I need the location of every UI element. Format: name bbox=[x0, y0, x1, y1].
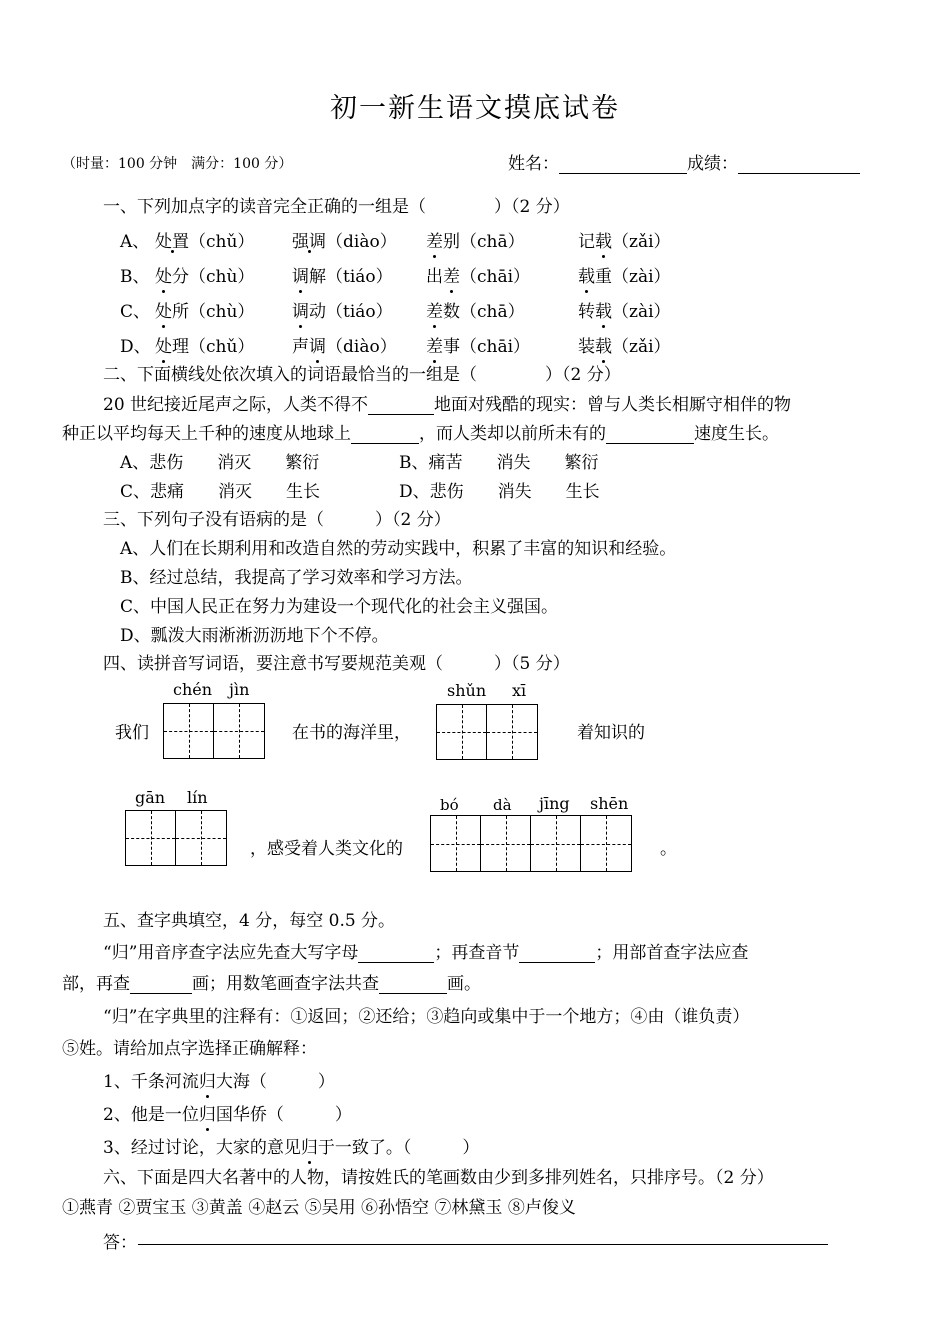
q5-sentence-1 bbox=[103, 1067, 335, 1092]
q5-definitions-cont: ⑤姓。请给加点字选择正确解释： bbox=[62, 1039, 317, 1059]
writing-cell[interactable] bbox=[487, 705, 537, 759]
name-field[interactable] bbox=[508, 149, 860, 174]
q5-blank-syllable[interactable] bbox=[519, 944, 595, 963]
dotted-char: 载 bbox=[595, 227, 612, 252]
writing-cell[interactable] bbox=[581, 816, 631, 871]
q6-answer-line[interactable] bbox=[138, 1244, 828, 1245]
writing-grid-shunxi[interactable] bbox=[436, 704, 538, 760]
q4-text: 。 bbox=[660, 839, 677, 859]
q5-text: 2、他是一位 bbox=[103, 1105, 199, 1125]
score-label: 成绩： bbox=[687, 154, 738, 174]
q2-blank-1[interactable] bbox=[368, 396, 434, 415]
q1-option-label: C、 bbox=[120, 302, 151, 322]
pinyin-label: jīng bbox=[539, 794, 570, 813]
word-text: （zǎi） bbox=[612, 337, 671, 357]
q1-word bbox=[155, 227, 254, 252]
word-text: 出 bbox=[426, 267, 443, 287]
pinyin-label: shǔn bbox=[447, 681, 487, 700]
q1-word bbox=[578, 332, 671, 357]
q5-definitions: “归”在字典里的注释有：①返回；②还给；③趋向或集中于一个地方；④由（谁负责） bbox=[103, 1007, 750, 1027]
pinyin-label: chén bbox=[173, 680, 213, 699]
q4-text: ，感受着人类文化的 bbox=[250, 839, 403, 859]
pinyin-label: jìn bbox=[229, 680, 250, 699]
word-text: 转 bbox=[578, 302, 595, 322]
word-text: 处 bbox=[155, 232, 172, 252]
q2-blank-2[interactable] bbox=[351, 425, 419, 444]
q6-names: ①燕青 ②贾宝玉 ③黄盖 ④赵云 ⑤吴用 ⑥孙悟空 ⑦林黛玉 ⑧卢俊义 bbox=[62, 1198, 576, 1218]
page-title: 初一新生语文摸底试卷 bbox=[330, 93, 620, 124]
q2-option-b: B、痛苦 消失 繁衍 bbox=[399, 453, 599, 473]
q1-word bbox=[578, 262, 671, 287]
word-text: 调（diào） bbox=[309, 232, 397, 252]
dotted-char: 归 bbox=[301, 1133, 318, 1158]
pinyin-label: dà bbox=[493, 796, 512, 814]
word-text: 事（chāi） bbox=[443, 337, 531, 357]
word-text: 强 bbox=[292, 232, 309, 252]
q5-text: 1、千条河流 bbox=[103, 1072, 199, 1092]
writing-grid-chenjin[interactable] bbox=[163, 703, 265, 759]
q1-word bbox=[426, 227, 525, 252]
q5-blank-strokes[interactable] bbox=[130, 975, 192, 994]
name-blank[interactable] bbox=[559, 155, 687, 174]
dotted-char: 差 bbox=[426, 297, 443, 322]
q3-stem: 三、下列句子没有语病的是（ ）（2 分） bbox=[103, 510, 451, 530]
q1-word bbox=[426, 297, 525, 322]
dotted-char: 调 bbox=[309, 332, 326, 357]
word-text: 重（zài） bbox=[595, 267, 671, 287]
q6-answer-label: 答： bbox=[103, 1233, 137, 1253]
q1-option-label: B、 bbox=[120, 267, 150, 287]
writing-cell[interactable] bbox=[126, 811, 176, 865]
name-label: 姓名： bbox=[508, 154, 559, 174]
q5-text: 3、经过讨论，大家的意见 bbox=[103, 1138, 301, 1158]
dotted-char: 差 bbox=[426, 332, 443, 357]
q4-text: 我们 bbox=[115, 723, 149, 743]
dotted-char: 载 bbox=[578, 262, 595, 287]
q4-stem: 四、读拼音写词语，要注意书写要规范美观（ ）（5 分） bbox=[103, 654, 570, 674]
writing-cell[interactable] bbox=[531, 816, 581, 871]
q1-word bbox=[426, 332, 530, 357]
q2-option-d: D、悲伤 消失 生长 bbox=[399, 482, 600, 502]
writing-cell[interactable] bbox=[214, 704, 264, 758]
word-text: 别（chā） bbox=[443, 232, 525, 252]
q2-stem: 二、下面横线处依次填入的词语最恰当的一组是（ ）（2 分） bbox=[103, 365, 621, 385]
writing-cell[interactable] bbox=[164, 704, 214, 758]
q6-stem: 六、下面是四大名著中的人物，请按姓氏的笔画数由少到多排列姓名，只排序号。（2 分） bbox=[103, 1168, 774, 1188]
dotted-char: 调 bbox=[292, 262, 309, 287]
q5-line2 bbox=[62, 969, 481, 994]
time-info: （时量：100 分钟 满分：100 分） bbox=[62, 156, 293, 172]
q5-text: “归”用音序查字法应先查大写字母 bbox=[103, 943, 359, 963]
word-text: 记 bbox=[578, 232, 595, 252]
dotted-char: 差 bbox=[426, 227, 443, 252]
q1-word bbox=[155, 297, 254, 322]
q2-passage-line1 bbox=[103, 390, 791, 415]
word-text: （zài） bbox=[612, 302, 671, 322]
pinyin-label: shēn bbox=[590, 794, 629, 813]
word-text: （chāi） bbox=[460, 267, 531, 287]
dotted-char: 载 bbox=[595, 332, 612, 357]
q1-word bbox=[155, 262, 254, 287]
q1-word bbox=[578, 227, 671, 252]
q1-option-label: A、 bbox=[120, 232, 150, 252]
word-text: 分（chù） bbox=[172, 267, 255, 287]
dotted-char: 处 bbox=[155, 332, 172, 357]
q1-word bbox=[292, 227, 397, 252]
word-text: 动（tiáo） bbox=[309, 302, 393, 322]
dotted-char: 归 bbox=[199, 1067, 216, 1092]
pinyin-label: xī bbox=[512, 681, 527, 700]
word-text: 声 bbox=[292, 337, 309, 357]
dotted-char: 载 bbox=[595, 297, 612, 322]
q2-blank-3[interactable] bbox=[606, 425, 694, 444]
q5-blank-total[interactable] bbox=[379, 975, 447, 994]
dotted-char: 差 bbox=[443, 262, 460, 287]
q5-blank-letter[interactable] bbox=[358, 944, 434, 963]
dotted-char: 处 bbox=[155, 297, 172, 322]
q1-word bbox=[155, 332, 254, 357]
word-text: （zǎi） bbox=[612, 232, 671, 252]
q3-option-d: D、瓢泼大雨淅淅沥沥地下个不停。 bbox=[120, 626, 389, 646]
writing-cell[interactable] bbox=[431, 816, 481, 871]
writing-cell[interactable] bbox=[437, 705, 487, 759]
q3-option-b: B、经过总结，我提高了学习效率和学习方法。 bbox=[120, 568, 473, 588]
word-text: 解（tiáo） bbox=[309, 267, 393, 287]
q4-text: 着知识的 bbox=[577, 723, 645, 743]
q2-passage-line2 bbox=[62, 419, 779, 444]
q1-word bbox=[292, 262, 393, 287]
q5-sentence-3 bbox=[103, 1133, 479, 1158]
word-text: 所（chù） bbox=[172, 302, 255, 322]
q5-stem: 五、查字典填空，4 分，每空 0.5 分。 bbox=[103, 911, 396, 931]
word-text: 置（chǔ） bbox=[172, 232, 255, 252]
writing-grid-ganlin[interactable] bbox=[125, 810, 227, 866]
q5-text: ；用部首查字法应查 bbox=[595, 943, 749, 963]
q5-text: 部，再查 bbox=[62, 974, 130, 994]
q1-option-label: D、 bbox=[120, 337, 151, 357]
q3-option-c: C、中国人民正在努力为建设一个现代化的社会主义强国。 bbox=[120, 597, 559, 617]
pinyin-label: bó bbox=[440, 796, 459, 814]
pinyin-label: gān bbox=[135, 788, 166, 807]
word-text: 装 bbox=[578, 337, 595, 357]
writing-grid-bodajingshen[interactable] bbox=[430, 815, 632, 872]
q5-sentence-2 bbox=[103, 1100, 352, 1125]
q1-word bbox=[292, 297, 393, 322]
writing-cell[interactable] bbox=[481, 816, 531, 871]
q1-word bbox=[426, 262, 530, 287]
q3-option-a: A、人们在长期利用和改造自然的劳动实践中，积累了丰富的知识和经验。 bbox=[120, 539, 677, 559]
q2-text: 种正以平均每天上千种的速度从地球上 bbox=[62, 424, 351, 444]
word-text: 数（chā） bbox=[443, 302, 525, 322]
q5-text: 大海（ ） bbox=[215, 1072, 335, 1092]
q5-text: 国华侨（ ） bbox=[215, 1105, 352, 1125]
pinyin-label: lín bbox=[187, 788, 208, 807]
q5-text: ；再查音节 bbox=[434, 943, 520, 963]
dotted-char: 处 bbox=[155, 262, 172, 287]
q1-word bbox=[578, 297, 671, 322]
q1-stem: 一、下列加点字的读音完全正确的一组是（ ）（2 分） bbox=[103, 197, 570, 217]
q2-text: ，而人类却以前所未有的 bbox=[419, 424, 606, 444]
writing-cell[interactable] bbox=[176, 811, 226, 865]
q2-text: 地面对残酷的现实：曾与人类长相厮守相伴的物 bbox=[434, 395, 792, 415]
dotted-char: 归 bbox=[199, 1100, 216, 1125]
score-blank[interactable] bbox=[738, 155, 860, 174]
q2-text: 速度生长。 bbox=[694, 424, 779, 444]
word-text: （diào） bbox=[326, 337, 397, 357]
q5-line1 bbox=[103, 938, 748, 963]
q4-text: 在书的海洋里， bbox=[292, 723, 411, 743]
q2-option-c: C、悲痛 消灭 生长 bbox=[120, 482, 321, 502]
q5-text: 画。 bbox=[447, 974, 481, 994]
dotted-char: 调 bbox=[292, 297, 309, 322]
q5-text: 于一致了。（ ） bbox=[317, 1138, 480, 1158]
word-text: 理（chǔ） bbox=[172, 337, 255, 357]
q1-word bbox=[292, 332, 397, 357]
q2-text: 20 世纪接近尾声之际，人类不得不 bbox=[103, 395, 369, 415]
q5-text: 画；用数笔画查字法共查 bbox=[192, 974, 379, 994]
q2-option-a: A、悲伤 消灭 繁衍 bbox=[120, 453, 320, 473]
